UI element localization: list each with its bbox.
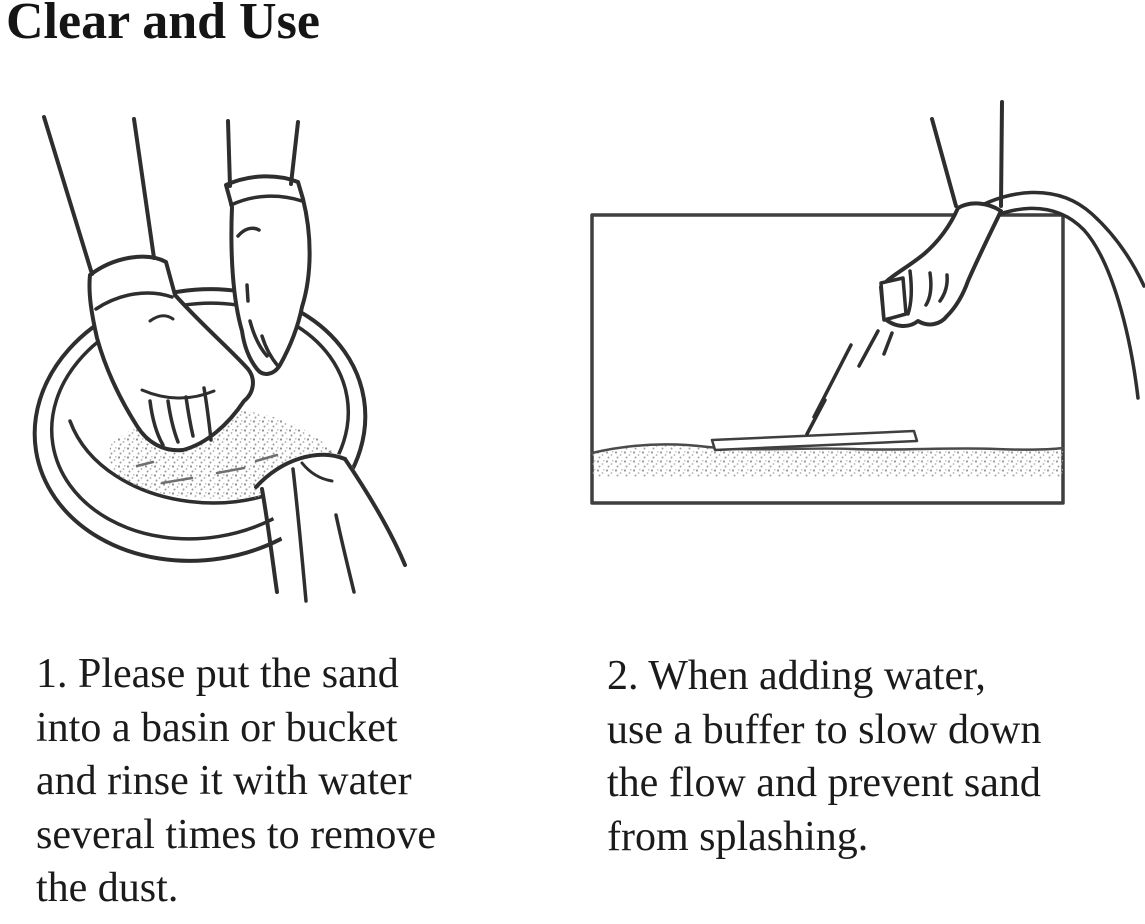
step-2-line: the flow and prevent sand (607, 760, 1041, 806)
step-1-line: several times to remove (36, 811, 437, 858)
step-1-caption (36, 648, 436, 916)
buffer-plate (712, 431, 917, 450)
forearm-lines (932, 102, 1002, 206)
step-1-line: and rinse it with water (36, 758, 412, 804)
rinse-sand-drawing (0, 95, 460, 625)
sand-bed (592, 444, 1063, 478)
add-water-illustration (560, 90, 1145, 530)
water-stream (256, 452, 406, 604)
right-glove-hand (226, 176, 310, 374)
left-glove-hand (89, 257, 252, 451)
hose-nozzle (881, 278, 906, 320)
step-2-caption (607, 650, 1041, 864)
step-2-line: from splashing. (607, 813, 869, 860)
page-title: Clear and Use (6, 0, 320, 50)
rinse-sand-illustration (0, 95, 460, 625)
water-spray (807, 331, 892, 434)
step-1-line: the dust. (36, 865, 179, 911)
hand-holding-hose (881, 203, 1001, 326)
step-2-line: use a buffer to slow down (607, 706, 1042, 753)
step-2-line: 2. When adding water, (607, 653, 986, 699)
add-water-drawing (560, 90, 1145, 530)
step-1-line: into a basin or bucket (36, 704, 398, 751)
step-1-line: 1. Please put the sand (36, 651, 399, 697)
